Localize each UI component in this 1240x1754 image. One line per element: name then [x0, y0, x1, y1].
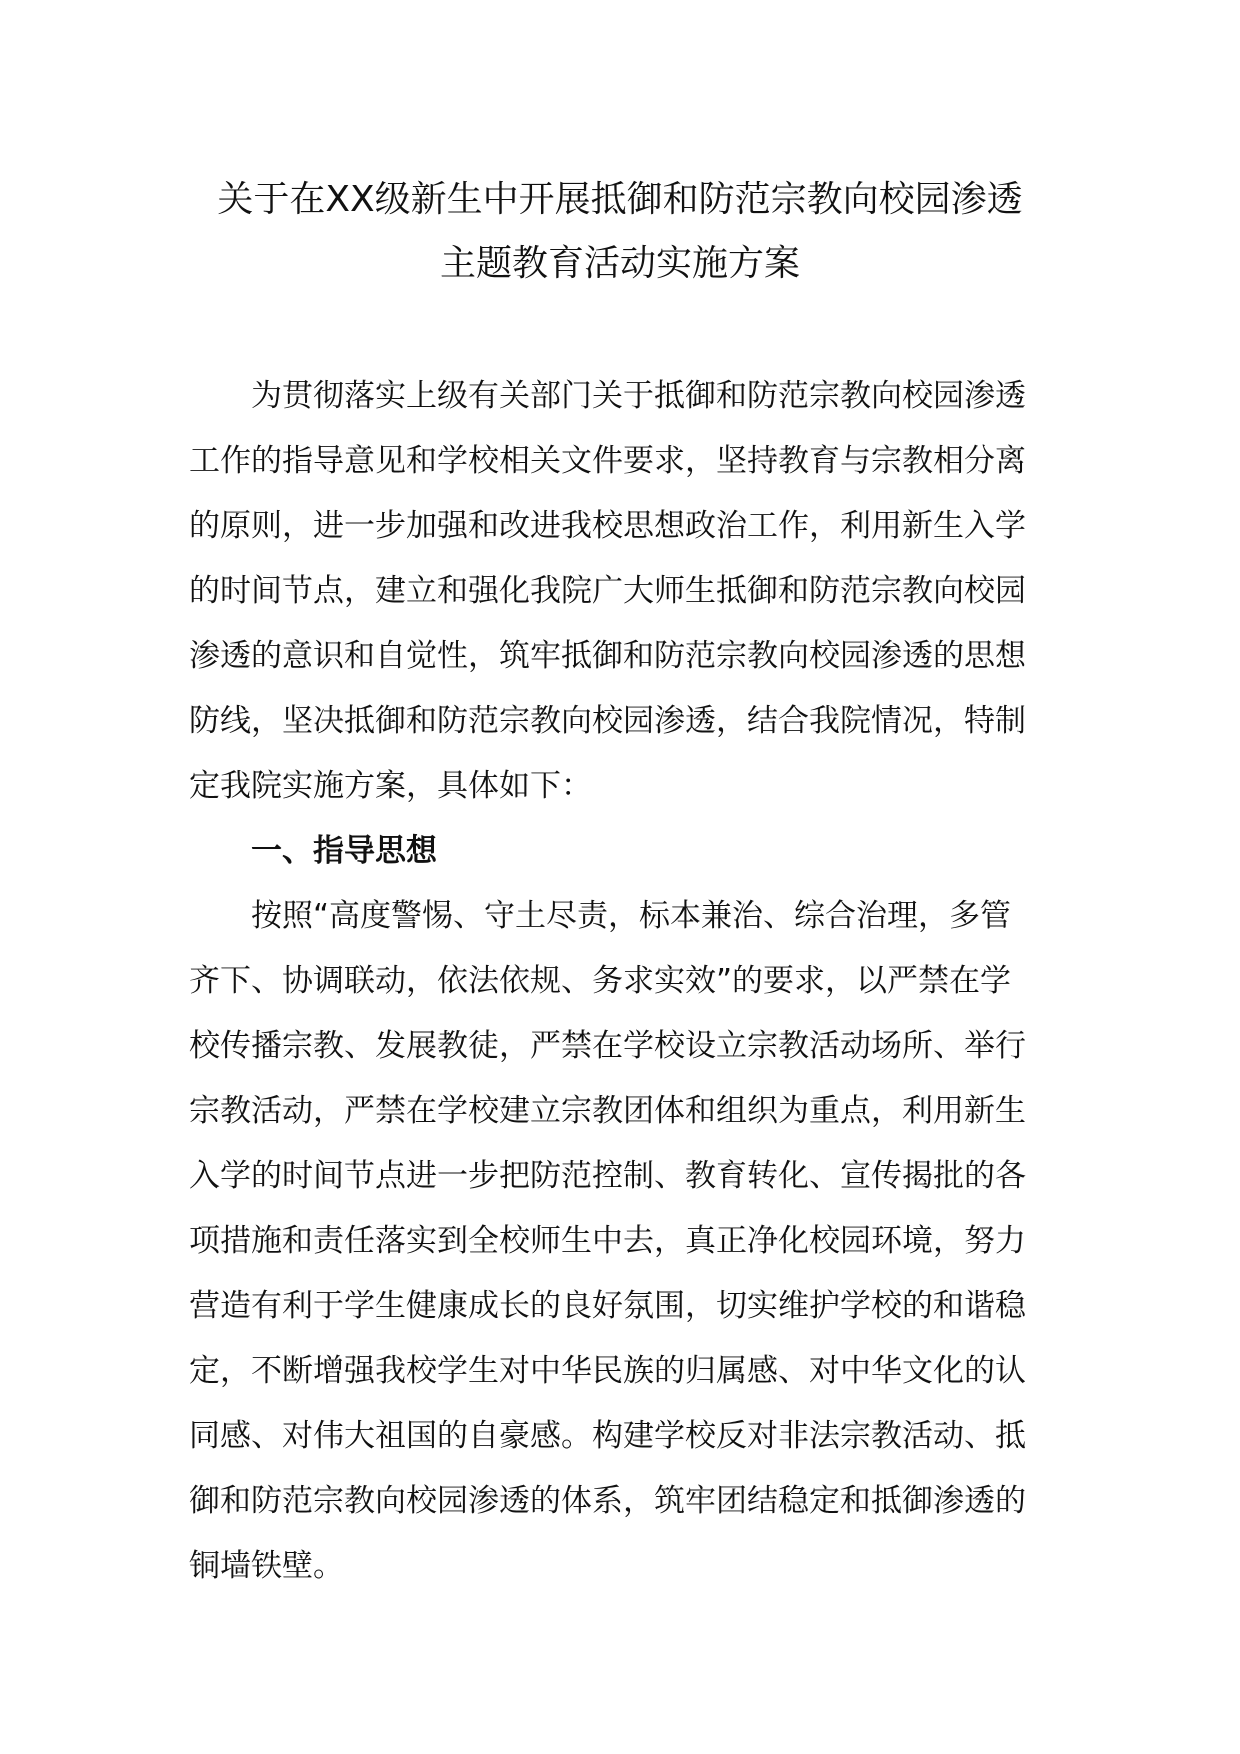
intro-line: 为贯彻落实上级有关部门关于抵御和防范宗教向校园渗透	[251, 378, 1026, 414]
title-line-1: 关于在XX级新生中开展抵御和防范宗教向校园渗透	[217, 179, 1023, 220]
section-line: 项措施和责任落实到全校师生中去，真正净化校园环境，努力	[189, 1223, 1026, 1259]
section-line: 按照“高度警惕、守土尽责，标本兼治、综合治理，多管	[251, 898, 1012, 934]
document-body	[189, 364, 1051, 1599]
section-line: 入学的时间节点进一步把防范控制、教育转化、宣传揭批的各	[189, 1158, 1026, 1194]
intro-line: 渗透的意识和自觉性，筑牢抵御和防范宗教向校园渗透的思想	[189, 638, 1026, 674]
section-heading: 一、指导思想	[251, 833, 437, 869]
section-line: 齐下、协调联动，依法依规、务求实效”的要求，以严禁在学	[189, 963, 1012, 999]
intro-line: 的时间节点，建立和强化我院广大师生抵御和防范宗教向校园	[189, 573, 1026, 609]
intro-line: 定我院实施方案，具体如下：	[189, 768, 592, 804]
section-line: 校传播宗教、发展教徒，严禁在学校设立宗教活动场所、举行	[189, 1028, 1026, 1064]
intro-line: 防线，坚决抵御和防范宗教向校园渗透，结合我院情况，特制	[189, 703, 1026, 739]
section-line: 定，不断增强我校学生对中华民族的归属感、对中华文化的认	[189, 1353, 1026, 1389]
intro-line: 工作的指导意见和学校相关文件要求，坚持教育与宗教相分离	[189, 443, 1026, 479]
section-line: 铜墙铁壁。	[189, 1548, 344, 1584]
section-line: 营造有利于学生健康成长的良好氛围，切实维护学校的和谐稳	[189, 1288, 1026, 1324]
document-title	[150, 168, 1090, 296]
title-line-2: 主题教育活动实施方案	[439, 243, 800, 284]
section-line: 御和防范宗教向校园渗透的体系，筑牢团结稳定和抵御渗透的	[189, 1483, 1026, 1519]
section-line: 同感、对伟大祖国的自豪感。构建学校反对非法宗教活动、抵	[189, 1418, 1026, 1454]
intro-line: 的原则，进一步加强和改进我校思想政治工作，利用新生入学	[189, 508, 1026, 544]
section-line: 宗教活动，严禁在学校建立宗教团体和组织为重点，利用新生	[189, 1093, 1026, 1129]
